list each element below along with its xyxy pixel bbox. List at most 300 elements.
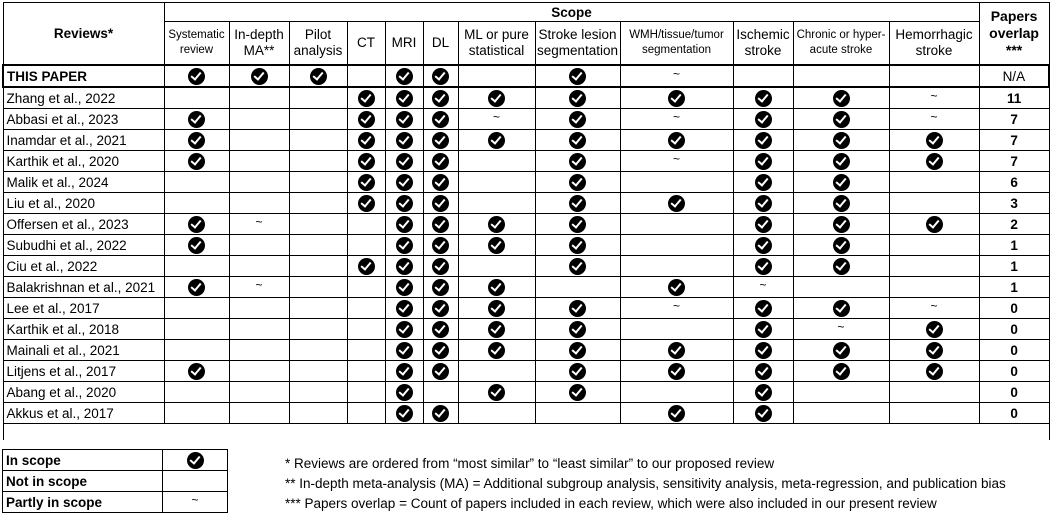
check-circle-icon [396, 174, 413, 191]
check-circle-icon [432, 90, 449, 107]
review-row [3, 151, 1049, 172]
overlap-count: 7 [979, 151, 1049, 172]
scope-cell [347, 65, 385, 87]
scope-cell [458, 193, 535, 214]
scope-cell [229, 403, 289, 424]
scope-cell [458, 403, 535, 424]
scope-cell [385, 319, 423, 340]
scope-cell [423, 130, 458, 151]
scope-cell [535, 361, 620, 382]
scope-cell [620, 256, 733, 277]
scope-cell [229, 235, 289, 256]
spacer-cell [3, 424, 1049, 441]
scope-cell [423, 277, 458, 298]
scope-cell [793, 87, 889, 109]
legend-symbol [163, 492, 228, 513]
scope-cell [889, 361, 979, 382]
legend-row [3, 471, 228, 492]
check-circle-icon [396, 363, 413, 380]
overlap-count: 0 [979, 340, 1049, 361]
review-row [3, 403, 1049, 424]
scope-cell [458, 256, 535, 277]
check-circle-icon [251, 68, 268, 85]
scope-cell [458, 235, 535, 256]
check-circle-icon [488, 300, 505, 317]
check-circle-icon [755, 300, 772, 317]
check-circle-icon [668, 132, 685, 149]
legend-label: Partly in scope [3, 492, 163, 513]
scope-cell [289, 193, 347, 214]
scope-cell [423, 319, 458, 340]
review-row [3, 382, 1049, 403]
check-circle-icon [569, 300, 586, 317]
check-circle-icon [310, 68, 327, 85]
scope-cell [164, 361, 229, 382]
check-circle-icon [432, 342, 449, 359]
scope-cell [385, 109, 423, 130]
check-circle-icon [188, 68, 205, 85]
overlap-count: 2 [979, 214, 1049, 235]
partial-scope-mark: ~ [759, 277, 767, 292]
check-circle-icon [668, 405, 685, 422]
check-circle-icon [396, 300, 413, 317]
scope-cell [889, 151, 979, 172]
scope-cell [620, 277, 733, 298]
scope-cell [620, 151, 733, 172]
check-circle-icon [432, 279, 449, 296]
scope-cell [289, 340, 347, 361]
scope-cell [289, 87, 347, 109]
partial-scope-mark: ~ [672, 151, 680, 166]
scope-cell [620, 87, 733, 109]
scope-cell [164, 65, 229, 87]
scope-cell [423, 214, 458, 235]
partial-scope-mark: ~ [930, 298, 938, 313]
partial-scope-mark: ~ [255, 277, 263, 292]
check-circle-icon [432, 153, 449, 170]
scope-cell [164, 277, 229, 298]
check-circle-icon [396, 90, 413, 107]
overlap-count: 6 [979, 172, 1049, 193]
review-name: Subudhi et al., 2022 [3, 235, 164, 256]
overlap-count: 11 [979, 87, 1049, 109]
column-header: Ischemic stroke [733, 22, 793, 66]
scope-cell [164, 298, 229, 319]
scope-cell [535, 235, 620, 256]
scope-cell [347, 361, 385, 382]
scope-cell [385, 403, 423, 424]
check-circle-icon [488, 342, 505, 359]
footnote-meta-analysis: ** In-depth meta-analysis (MA) = Additional subgroup analysis, sensitivity analysis, meta-regression, and publication bias [285, 476, 1006, 491]
column-header: Chronic or hyper-acute stroke [793, 22, 889, 66]
check-circle-icon [569, 258, 586, 275]
scope-cell [458, 340, 535, 361]
check-circle-icon [833, 216, 850, 233]
scope-cell [164, 109, 229, 130]
scope-cell [289, 382, 347, 403]
overlap-count: 0 [979, 382, 1049, 403]
scope-cell [889, 319, 979, 340]
scope-cell [458, 151, 535, 172]
scope-cell [289, 235, 347, 256]
review-row [3, 130, 1049, 151]
partial-scope-mark: ~ [672, 298, 680, 313]
review-name: Offersen et al., 2023 [3, 214, 164, 235]
scope-cell [458, 65, 535, 87]
overlap-count: 1 [979, 277, 1049, 298]
check-circle-icon [432, 405, 449, 422]
scope-cell [385, 298, 423, 319]
scope-cell [733, 214, 793, 235]
column-header: In-depth MA** [229, 22, 289, 66]
reviews-header: Reviews* [3, 3, 164, 66]
check-circle-icon [668, 279, 685, 296]
scope-cell [620, 130, 733, 151]
check-circle-icon [187, 452, 204, 469]
scope-cell [423, 235, 458, 256]
scope-cell [793, 298, 889, 319]
check-circle-icon [755, 111, 772, 128]
scope-cell [385, 340, 423, 361]
check-circle-icon [569, 68, 586, 85]
check-circle-icon [668, 363, 685, 380]
scope-cell [347, 298, 385, 319]
check-circle-icon [926, 153, 943, 170]
check-circle-icon [432, 174, 449, 191]
check-circle-icon [833, 90, 850, 107]
legend-row [3, 492, 228, 513]
scope-cell [889, 256, 979, 277]
scope-cell [535, 130, 620, 151]
scope-cell [535, 109, 620, 130]
scope-cell [423, 193, 458, 214]
partial-scope-mark: ~ [492, 109, 500, 124]
scope-cell [535, 382, 620, 403]
scope-cell [793, 193, 889, 214]
review-row [3, 256, 1049, 277]
footnote-overlap: *** Papers overlap = Count of papers included in each review, which were also included in our present review [285, 496, 937, 511]
scope-cell [535, 87, 620, 109]
check-circle-icon [833, 237, 850, 254]
check-circle-icon [396, 342, 413, 359]
check-circle-icon [188, 111, 205, 128]
check-circle-icon [488, 132, 505, 149]
scope-cell [793, 403, 889, 424]
scope-cell [620, 361, 733, 382]
scope-cell [229, 87, 289, 109]
check-circle-icon [188, 279, 205, 296]
scope-cell [385, 382, 423, 403]
scope-cell [620, 340, 733, 361]
overlap-count: 0 [979, 403, 1049, 424]
check-circle-icon [833, 111, 850, 128]
check-circle-icon [755, 237, 772, 254]
scope-cell [458, 172, 535, 193]
partial-scope-mark: ~ [191, 492, 199, 507]
scope-cell [889, 298, 979, 319]
check-circle-icon [488, 237, 505, 254]
check-circle-icon [755, 195, 772, 212]
column-header: CT [347, 22, 385, 66]
review-row [3, 193, 1049, 214]
review-row [3, 172, 1049, 193]
scope-cell [535, 340, 620, 361]
scope-cell [620, 172, 733, 193]
scope-cell [793, 361, 889, 382]
scope-cell [535, 214, 620, 235]
scope-cell [347, 109, 385, 130]
scope-cell [164, 130, 229, 151]
check-circle-icon [432, 363, 449, 380]
column-header: WMH/tissue/tumor segmentation [620, 22, 733, 66]
legend-label: Not in scope [3, 471, 163, 492]
check-circle-icon [668, 90, 685, 107]
scope-cell [289, 65, 347, 87]
scope-cell [385, 151, 423, 172]
scope-cell [347, 403, 385, 424]
scope-cell [164, 214, 229, 235]
scope-cell [423, 382, 458, 403]
scope-cell [164, 319, 229, 340]
review-name: Abbasi et al., 2023 [3, 109, 164, 130]
scope-cell [793, 214, 889, 235]
scope-cell [793, 172, 889, 193]
scope-cell [164, 172, 229, 193]
check-circle-icon [755, 153, 772, 170]
scope-cell [385, 361, 423, 382]
comparison-table-body [3, 3, 1049, 441]
scope-cell [229, 109, 289, 130]
scope-cell [289, 277, 347, 298]
scope-cell [458, 109, 535, 130]
check-circle-icon [569, 363, 586, 380]
check-circle-icon [569, 111, 586, 128]
scope-cell [229, 319, 289, 340]
check-circle-icon [396, 68, 413, 85]
legend-symbol [163, 450, 228, 471]
this-paper-row [3, 65, 1049, 87]
scope-cell [733, 340, 793, 361]
scope-cell [229, 214, 289, 235]
review-row [3, 87, 1049, 109]
scope-cell [347, 172, 385, 193]
scope-cell [347, 193, 385, 214]
partial-scope-mark: ~ [930, 109, 938, 124]
scope-cell [229, 256, 289, 277]
scope-cell [289, 214, 347, 235]
check-circle-icon [358, 90, 375, 107]
column-header: ML or pure statistical [458, 22, 535, 66]
scope-cell [793, 235, 889, 256]
scope-cell [889, 277, 979, 298]
overlap-count: 3 [979, 193, 1049, 214]
column-header: DL [423, 22, 458, 66]
scope-cell [889, 172, 979, 193]
check-circle-icon [926, 216, 943, 233]
scope-cell [458, 277, 535, 298]
scope-cell [733, 277, 793, 298]
scope-cell [733, 235, 793, 256]
footnotes [285, 454, 1006, 514]
legend-label: In scope [3, 450, 163, 471]
check-circle-icon [569, 90, 586, 107]
check-circle-icon [396, 405, 413, 422]
scope-header: Scope [164, 3, 979, 22]
review-row [3, 235, 1049, 256]
scope-cell [620, 193, 733, 214]
scope-cell [347, 214, 385, 235]
scope-cell [889, 65, 979, 87]
check-circle-icon [569, 216, 586, 233]
review-name: Inamdar et al., 2021 [3, 130, 164, 151]
overlap-count: 0 [979, 361, 1049, 382]
scope-cell [229, 172, 289, 193]
scope-cell [733, 151, 793, 172]
overlap-count: 0 [979, 319, 1049, 340]
scope-cell [423, 298, 458, 319]
check-circle-icon [188, 153, 205, 170]
scope-cell [458, 214, 535, 235]
scope-cell [347, 235, 385, 256]
comparison-table [2, 2, 1050, 440]
scope-cell [733, 403, 793, 424]
scope-cell [347, 87, 385, 109]
scope-cell [458, 319, 535, 340]
scope-cell [620, 298, 733, 319]
check-circle-icon [188, 216, 205, 233]
check-circle-icon [432, 68, 449, 85]
column-header: Pilot analysis [289, 22, 347, 66]
check-circle-icon [396, 195, 413, 212]
check-circle-icon [569, 174, 586, 191]
check-circle-icon [488, 216, 505, 233]
scope-cell [347, 382, 385, 403]
scope-cell [733, 193, 793, 214]
check-circle-icon [396, 279, 413, 296]
check-circle-icon [833, 153, 850, 170]
scope-cell [347, 130, 385, 151]
check-circle-icon [755, 363, 772, 380]
scope-cell [229, 193, 289, 214]
scope-cell [347, 151, 385, 172]
scope-cell [733, 65, 793, 87]
scope-cell [229, 298, 289, 319]
scope-cell [793, 65, 889, 87]
scope-cell [733, 298, 793, 319]
legend-symbol [163, 471, 228, 492]
review-name: Karthik et al., 2018 [3, 319, 164, 340]
review-name: Karthik et al., 2020 [3, 151, 164, 172]
check-circle-icon [755, 384, 772, 401]
overlap-count: 7 [979, 109, 1049, 130]
check-circle-icon [926, 363, 943, 380]
check-circle-icon [926, 321, 943, 338]
scope-cell [889, 403, 979, 424]
scope-cell [385, 214, 423, 235]
scope-cell [289, 361, 347, 382]
scope-cell [458, 130, 535, 151]
scope-cell [229, 361, 289, 382]
scope-cell [620, 214, 733, 235]
check-circle-icon [358, 195, 375, 212]
scope-cell [385, 256, 423, 277]
scope-cell [793, 151, 889, 172]
review-row [3, 319, 1049, 340]
check-circle-icon [432, 216, 449, 233]
scope-cell [347, 319, 385, 340]
scope-cell [793, 277, 889, 298]
scope-cell [535, 319, 620, 340]
scope-cell [289, 319, 347, 340]
partial-scope-mark: ~ [837, 319, 845, 334]
check-circle-icon [755, 258, 772, 275]
review-name: Liu et al., 2020 [3, 193, 164, 214]
scope-cell [620, 109, 733, 130]
scope-cell [535, 151, 620, 172]
check-circle-icon [358, 132, 375, 149]
check-circle-icon [432, 321, 449, 338]
check-circle-icon [569, 237, 586, 254]
legend-row [3, 450, 228, 471]
review-name: Malik et al., 2024 [3, 172, 164, 193]
scope-cell [458, 361, 535, 382]
check-circle-icon [755, 132, 772, 149]
scope-cell [289, 130, 347, 151]
check-circle-icon [396, 237, 413, 254]
check-circle-icon [569, 384, 586, 401]
scope-cell [458, 87, 535, 109]
scope-cell [423, 403, 458, 424]
check-circle-icon [668, 342, 685, 359]
check-circle-icon [668, 195, 685, 212]
review-row [3, 361, 1049, 382]
scope-cell [385, 65, 423, 87]
scope-cell [535, 298, 620, 319]
check-circle-icon [396, 258, 413, 275]
check-circle-icon [488, 279, 505, 296]
check-circle-icon [432, 258, 449, 275]
check-circle-icon [755, 321, 772, 338]
scope-cell [229, 65, 289, 87]
check-circle-icon [396, 132, 413, 149]
column-header: Hemorrhagic stroke [889, 22, 979, 66]
scope-cell [289, 172, 347, 193]
footnote-ordering: * Reviews are ordered from “most similar” to “least similar” to our proposed review [285, 456, 775, 471]
scope-cell [164, 340, 229, 361]
review-row [3, 298, 1049, 319]
scope-cell [535, 256, 620, 277]
scope-cell [164, 235, 229, 256]
overlap-count: N/A [979, 65, 1049, 87]
check-circle-icon [396, 111, 413, 128]
scope-cell [535, 277, 620, 298]
scope-cell [385, 130, 423, 151]
review-row [3, 214, 1049, 235]
scope-cell [889, 87, 979, 109]
scope-cell [620, 319, 733, 340]
scope-cell [733, 382, 793, 403]
check-circle-icon [569, 342, 586, 359]
partial-scope-mark: ~ [672, 66, 680, 81]
scope-cell [620, 382, 733, 403]
scope-cell [229, 277, 289, 298]
review-name: Akkus et al., 2017 [3, 403, 164, 424]
check-circle-icon [569, 321, 586, 338]
scope-cell [889, 214, 979, 235]
scope-cell [289, 151, 347, 172]
check-circle-icon [188, 132, 205, 149]
check-circle-icon [755, 342, 772, 359]
